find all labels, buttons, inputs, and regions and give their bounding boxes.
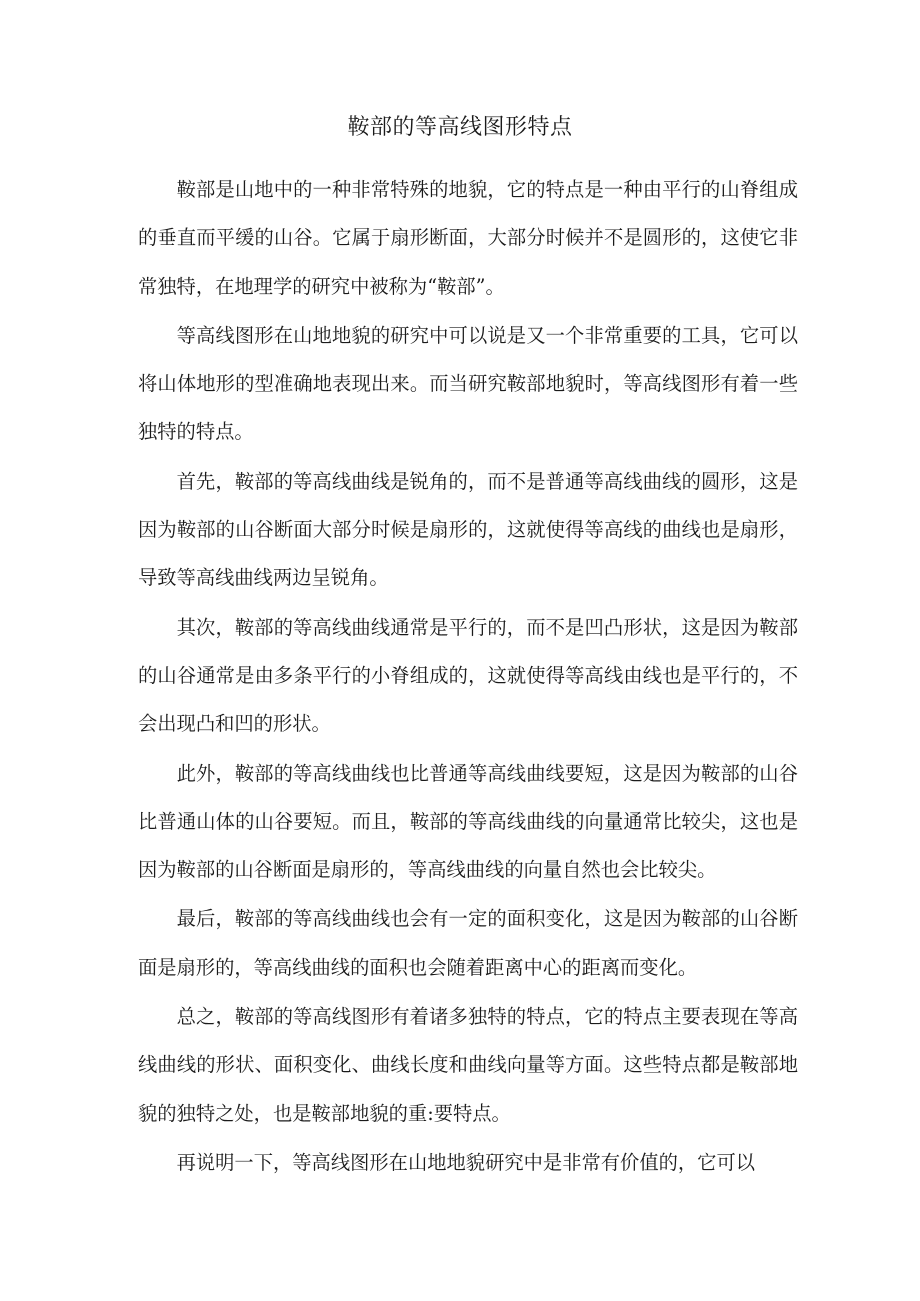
document-body	[138, 166, 798, 1188]
paragraph-4: 其次，鞍部的等高线曲线通常是平行的，而不是凹凸形状，这是因为鞍部的山谷通常是由多条平行的小脊组成的，这就使得等高线由线也是平行的，不会出现凸和凹的形状。	[138, 615, 798, 736]
paragraph-2: 等高线图形在山地地貌的研究中可以说是又一个非常重要的工具，它可以将山体地形的型准确地表现出来。而当研究鞍部地貌时，等高线图形有着一些独特的特点。	[138, 323, 798, 444]
paragraph-5: 此外，鞍部的等高线曲线也比普通等高线曲线要短，这是因为鞍部的山谷比普通山体的山谷要短。而且，鞍部的等高线曲线的向量通常比较尖，这也是因为鞍部的山谷断面是扇形的，等高线曲线的向量自然也会比较尖。	[138, 761, 798, 882]
paragraph-3: 首先，鞍部的等高线曲线是锐角的，而不是普通等高线曲线的圆形，这是因为鞍部的山谷断面大部分时候是扇形的，这就使得等高线的曲线也是扇形，导致等高线曲线两边呈锐角。	[138, 469, 798, 590]
paragraph-7: 总之，鞍部的等高线图形有着诸多独特的特点，它的特点主要表现在等高线曲线的形状、面积变化、曲线长度和曲线向量等方面。这些特点都是鞍部地貌的独特之处，也是鞍部地貌的重:要特点。	[138, 1005, 798, 1125]
paragraph-1: 鞍部是山地中的一种非常特殊的地貌，它的特点是一种由平行的山脊组成的垂直而平缓的山谷。它属于扇形断面，大部分时候并不是圆形的，这使它非常独特，在地理学的研究中被称为“鞍部”。	[138, 178, 798, 298]
paragraph-6: 最后，鞍部的等高线曲线也会有一定的面积变化，这是因为鞍部的山谷断面是扇形的，等高线曲线的面积也会随着距离中心的距离而变化。	[138, 907, 798, 979]
paragraph-8: 再说明一下，等高线图形在山地地貌研究中是非常有价值的，它可以	[176, 1150, 756, 1174]
document-title: 鞍部的等高线图形特点	[347, 115, 573, 140]
